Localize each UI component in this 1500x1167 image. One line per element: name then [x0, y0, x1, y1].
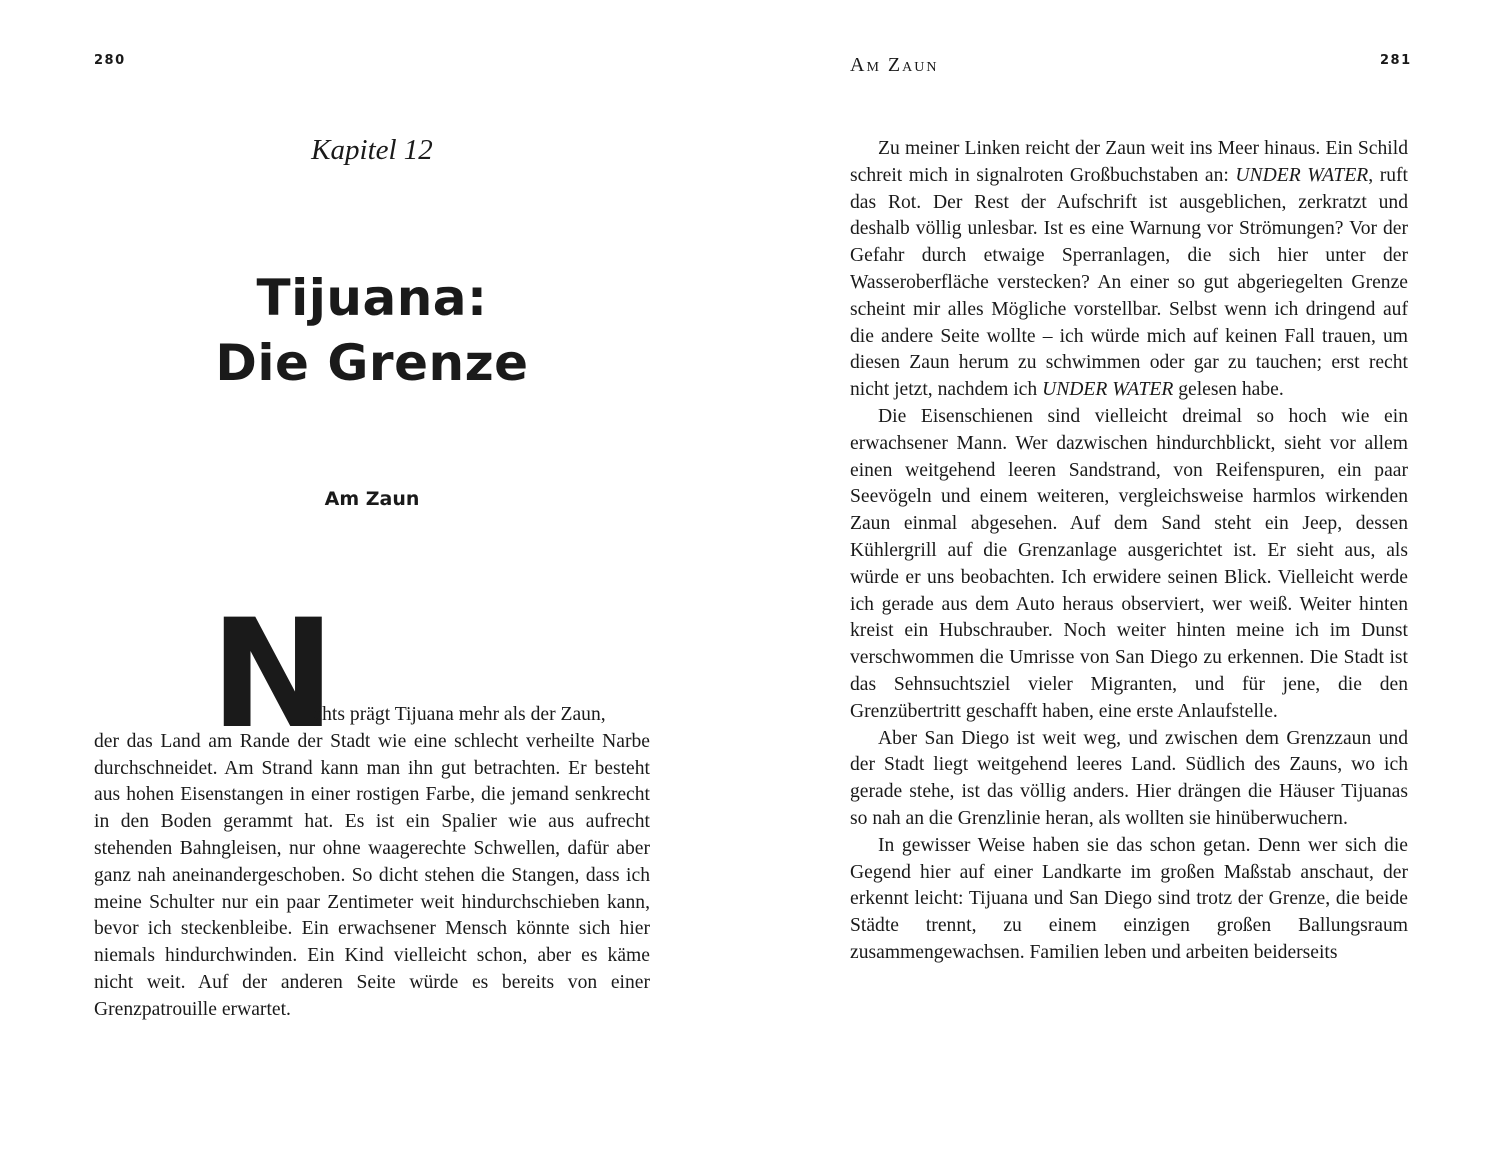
opening-paragraph-rest: der das Land am Rande der Stadt wie eine schlecht verheilte Narbe durchschneidet. Am Strand kann man ihn gut betrachten. Er besteht aus hohen Eisenstangen in einer rostigen Farbe, die jemand senkrecht in den Boden gerammt hat. Es ist ein Spalier wie aus aufrecht stehenden Bahngleisen, nur ohne waagerechte Schwellen, dafür aber ganz nah aneinandergeschoben. So dicht stehen die Stangen, dass ich meine Schulter nur ein paar Zentimeter weit hindurchschieben kann, bevor ich steckenbleibe. Ein erwachsener Mensch könnte sich hier niemals hindurchwinden. Ein Kind vielleicht schon, aber es käme nicht weit. Auf der anderen Seite würde es bereits von einer Grenzpatrouille erwartet. — [94, 730, 650, 1020]
chapter-title — [94, 266, 650, 396]
paragraph-3: Aber San Diego ist weit weg, und zwischen dem Grenzzaun und der Stadt liegt weitgehend leeres Land. Südlich des Zauns, wo ich gerade stehe, ist das völlig anders. Hier drängen die Häuser Tijuanas so nah an die Grenzlinie heran, als wollten sie hinüberwuchern. — [850, 727, 1408, 829]
paragraph-1-emphasis-1: UNDER WATER — [1235, 164, 1369, 186]
body-text-right — [850, 136, 1408, 967]
chapter-title-line-1: Tijuana: — [256, 269, 488, 327]
paragraph-1-emphasis-2: UNDER WATER — [1042, 379, 1174, 401]
opening-paragraph — [94, 702, 650, 1024]
paragraph-2: Die Eisenschienen sind vielleicht dreimal so hoch wie ein erwachsener Mann. Wer dazwischen hindurchblickt, sieht vor allem einen weitgehend leeren Sandstrand, von Reifenspuren, ein paar Seevögeln und einem weiteren, vergleichsweise harmlos wirkenden Zaun einmal abgesehen. Auf dem Sand steht ein Jeep, dessen Kühlergrill auf die Grenzanlage ausgerichtet ist. Er sieht aus, als würde er uns beobachten. Ich erwidere seinen Blick. Vielleicht werde ich gerade aus dem Auto heraus observiert, wer weiß. Weiter hinten kreist ein Hubschrauber. Noch weiter hinten meine ich im Dunst verschwommen die Umrisse von San Diego zu erkennen. Die Stadt ist das Sehnsuchtsziel vieler Migranten, und für jene, die den Grenzübertritt geschafft haben, eine erste Anlaufstelle. — [850, 405, 1408, 722]
body-text-left — [94, 702, 650, 1024]
drop-cap: N — [210, 588, 334, 762]
right-page — [750, 0, 1500, 1167]
paragraph-1 — [850, 136, 1408, 404]
paragraph-1-part-c: gelesen habe. — [1173, 379, 1284, 401]
page-number-right: 281 — [1380, 53, 1412, 68]
chapter-title-line-2: Die Grenze — [215, 334, 529, 392]
page-number-left: 280 — [94, 53, 126, 68]
paragraph-4: In gewisser Weise haben sie das schon getan. Denn wer sich die Gegend hier auf einer Landkarte im großen Maßstab anschaut, der erkennt leicht: Tijuana und San Diego sind trotz der Grenze, die beide Städte trennt, zu einem einzigen großen Ballungsraum zusammengewachsen. Familien leben und arbeiten beiderseits — [850, 834, 1408, 963]
section-title: Am Zaun — [324, 488, 420, 510]
chapter-label: Kapitel 12 — [311, 134, 433, 166]
paragraph-1-part-a: Zu meiner Linken reicht der Zaun weit ins Meer hinaus. Ein Schild schreit mich in signalroten Großbuchstaben an: — [850, 138, 1408, 186]
opening-first-line: ichts prägt Tijuana mehr als der Zaun, — [308, 704, 606, 725]
paragraph-1-part-b: , ruft das Rot. Der Rest der Aufschrift ist ausgeblichen, zerkratzt und deshalb völlig unlesbar. Ist es eine Warnung vor Strömungen? Vor der Gefahr durch etwaige Sperranlagen, die sich hier unter der Wasseroberfläche verstecken? An einer so gut abgeriegelten Grenze scheint mir alles Mögliche vorstellbar. Selbst wenn ich dringend auf die andere Seite wollte – ich würde mich auf keinen Fall trauen, um diesen Zaun herum zu schwimmen oder gar zu tauchen; erst recht nicht jetzt, nachdem ich — [850, 164, 1409, 401]
running-head: Am Zaun — [850, 54, 939, 76]
